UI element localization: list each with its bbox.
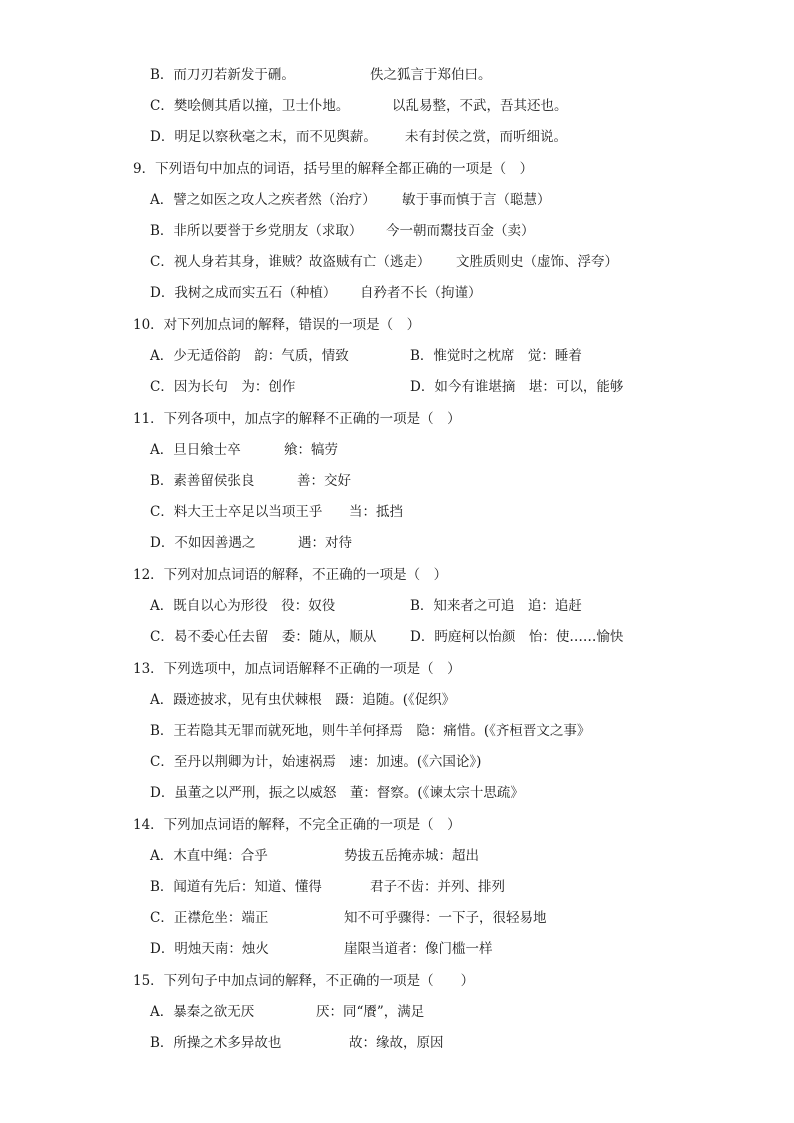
line-text: C．正襟危坐：端正 bbox=[150, 910, 269, 926]
line-text: 11．下列各项中，加点字的解释不正确的一项是（ ） bbox=[133, 411, 461, 427]
line-text: 12．下列对加点词语的解释，不正确的一项是（ ） bbox=[133, 567, 448, 583]
line-second-part: 文胜质则史（虚饰、浮夸） bbox=[456, 254, 618, 270]
line-second-part: 知不可乎骤得：一下子，很轻易地 bbox=[344, 910, 547, 926]
answer-option bbox=[150, 222, 535, 240]
answer-option bbox=[150, 878, 505, 896]
question-stem bbox=[133, 410, 461, 428]
line-text: 13．下列选项中，加点词语解释不正确的一项是（ ） bbox=[133, 661, 461, 677]
line-text: D．我树之成而实五石（种植） bbox=[150, 285, 337, 301]
answer-option bbox=[150, 534, 352, 552]
question-stem bbox=[133, 160, 533, 178]
answer-option bbox=[150, 753, 481, 771]
answer-option bbox=[150, 597, 582, 615]
answer-option bbox=[150, 472, 351, 490]
line-second-part: D．如今有谁堪摘 堪：可以，能够 bbox=[410, 379, 624, 395]
line-second-part: B．惟觉时之枕席 觉：睡着 bbox=[410, 348, 582, 364]
line-second-part: 未有封侯之赏，而听细说。 bbox=[405, 129, 567, 145]
line-text: A．譬之如医之攻人之疾者然（治疗） bbox=[150, 192, 376, 208]
question-stem bbox=[133, 566, 447, 584]
line-text: D．明烛天南：烛火 bbox=[150, 941, 269, 957]
line-second-part: 飨：犒劳 bbox=[284, 442, 338, 458]
line-text: C．樊哙侧其盾以撞，卫士仆地。 bbox=[150, 98, 350, 114]
answer-option bbox=[150, 284, 482, 302]
line-text: C．视人身若其身，谁贼？故盗贼有亡（逃走） bbox=[150, 254, 431, 270]
answer-option bbox=[150, 628, 624, 646]
answer-option bbox=[150, 128, 567, 146]
line-second-part: 今一朝而鬻技百金（卖） bbox=[386, 223, 535, 239]
line-second-part: 佚之狐言于郑伯曰。 bbox=[370, 67, 492, 83]
answer-option bbox=[150, 691, 455, 709]
line-text: C．因为长句 为：创作 bbox=[150, 379, 296, 395]
line-text: D．明足以察秋毫之末，而不见舆薪。 bbox=[150, 129, 377, 145]
line-text: 10．对下列加点词的解释，错误的一项是（ ） bbox=[133, 317, 421, 333]
answer-option bbox=[150, 191, 551, 209]
line-second-part: 故：缘故，原因 bbox=[349, 1035, 444, 1051]
line-second-part: 崖限当道者：像门槛一样 bbox=[344, 941, 493, 957]
line-text: A．暴秦之欲无厌 bbox=[150, 1004, 255, 1020]
answer-option bbox=[150, 784, 524, 802]
line-second-part: 敏于事而慎于言（聪慧） bbox=[402, 192, 551, 208]
line-text: A．旦日飨士卒 bbox=[150, 442, 241, 458]
line-text: C．至丹以荆卿为计，始速祸焉 速：加速。(《六国论》) bbox=[150, 754, 482, 770]
line-second-part: D．眄庭柯以怡颜 怡：使……愉快 bbox=[410, 629, 624, 645]
line-text: B．王若隐其无罪而就死地，则牛羊何择焉 隐：痛惜。(《齐桓晋文之事》 bbox=[150, 723, 591, 739]
line-second-part: 势拔五岳掩赤城：超出 bbox=[344, 848, 479, 864]
question-stem bbox=[133, 660, 461, 678]
question-stem bbox=[133, 816, 461, 834]
line-text: 15．下列句子中加点词的解释，不正确的一项是（ ） bbox=[133, 973, 475, 989]
answer-option bbox=[150, 722, 590, 740]
line-text: C．曷不委心任去留 委：随从，顺从 bbox=[150, 629, 377, 645]
line-text: D．虽董之以严刑，振之以威怒 董：督察。(《谏太宗十思疏》 bbox=[150, 785, 524, 801]
line-text: 14．下列加点词语的解释，不完全正确的一项是（ ） bbox=[133, 817, 461, 833]
answer-option bbox=[150, 503, 403, 521]
line-text: D．不如因善遇之 bbox=[150, 535, 256, 551]
line-second-part: 君子不齿：并列、排列 bbox=[370, 879, 505, 895]
answer-option bbox=[150, 66, 492, 84]
answer-option bbox=[150, 1034, 444, 1052]
line-second-part: 以乱易整，不武，吾其还也。 bbox=[392, 98, 568, 114]
line-text: C．料大王士卒足以当项王乎 bbox=[150, 504, 323, 520]
line-text: B．非所以要誉于乡党朋友（求取） bbox=[150, 223, 363, 239]
line-text: B．所操之术多异故也 bbox=[150, 1035, 282, 1051]
line-second-part: 自矜者不长（拘谨） bbox=[360, 285, 482, 301]
answer-option bbox=[150, 347, 582, 365]
question-stem bbox=[133, 316, 420, 334]
line-second-part: 善：交好 bbox=[297, 473, 351, 489]
answer-option bbox=[150, 441, 338, 459]
line-text: A．蹑迹披求，见有虫伏棘根 蹑：追随。(《促织》 bbox=[150, 692, 456, 708]
line-text: A．木直中绳：合乎 bbox=[150, 848, 268, 864]
answer-option bbox=[150, 909, 547, 927]
line-text: A．既自以心为形役 役：奴役 bbox=[150, 598, 336, 614]
line-text: B．素善留侯张良 bbox=[150, 473, 255, 489]
line-text: 9．下列语句中加点的词语，括号里的解释全都正确的一项是（ ） bbox=[133, 161, 534, 177]
answer-option bbox=[150, 1003, 425, 1021]
question-stem bbox=[133, 972, 474, 990]
answer-option bbox=[150, 847, 479, 865]
line-text: A．少无适俗韵 韵：气质，情致 bbox=[150, 348, 349, 364]
answer-option bbox=[150, 378, 624, 396]
answer-option bbox=[150, 253, 618, 271]
line-second-part: 当：抵挡 bbox=[349, 504, 403, 520]
answer-option bbox=[150, 97, 568, 115]
line-second-part: 厌：同“餍”，满足 bbox=[316, 1004, 425, 1020]
line-second-part: 遇：对待 bbox=[298, 535, 352, 551]
answer-option bbox=[150, 940, 493, 958]
line-text: B．闻道有先后：知道、懂得 bbox=[150, 879, 322, 895]
line-second-part: B．知来者之可追 追：追赶 bbox=[410, 598, 582, 614]
line-text: B．而刀刃若新发于硎。 bbox=[150, 67, 295, 83]
